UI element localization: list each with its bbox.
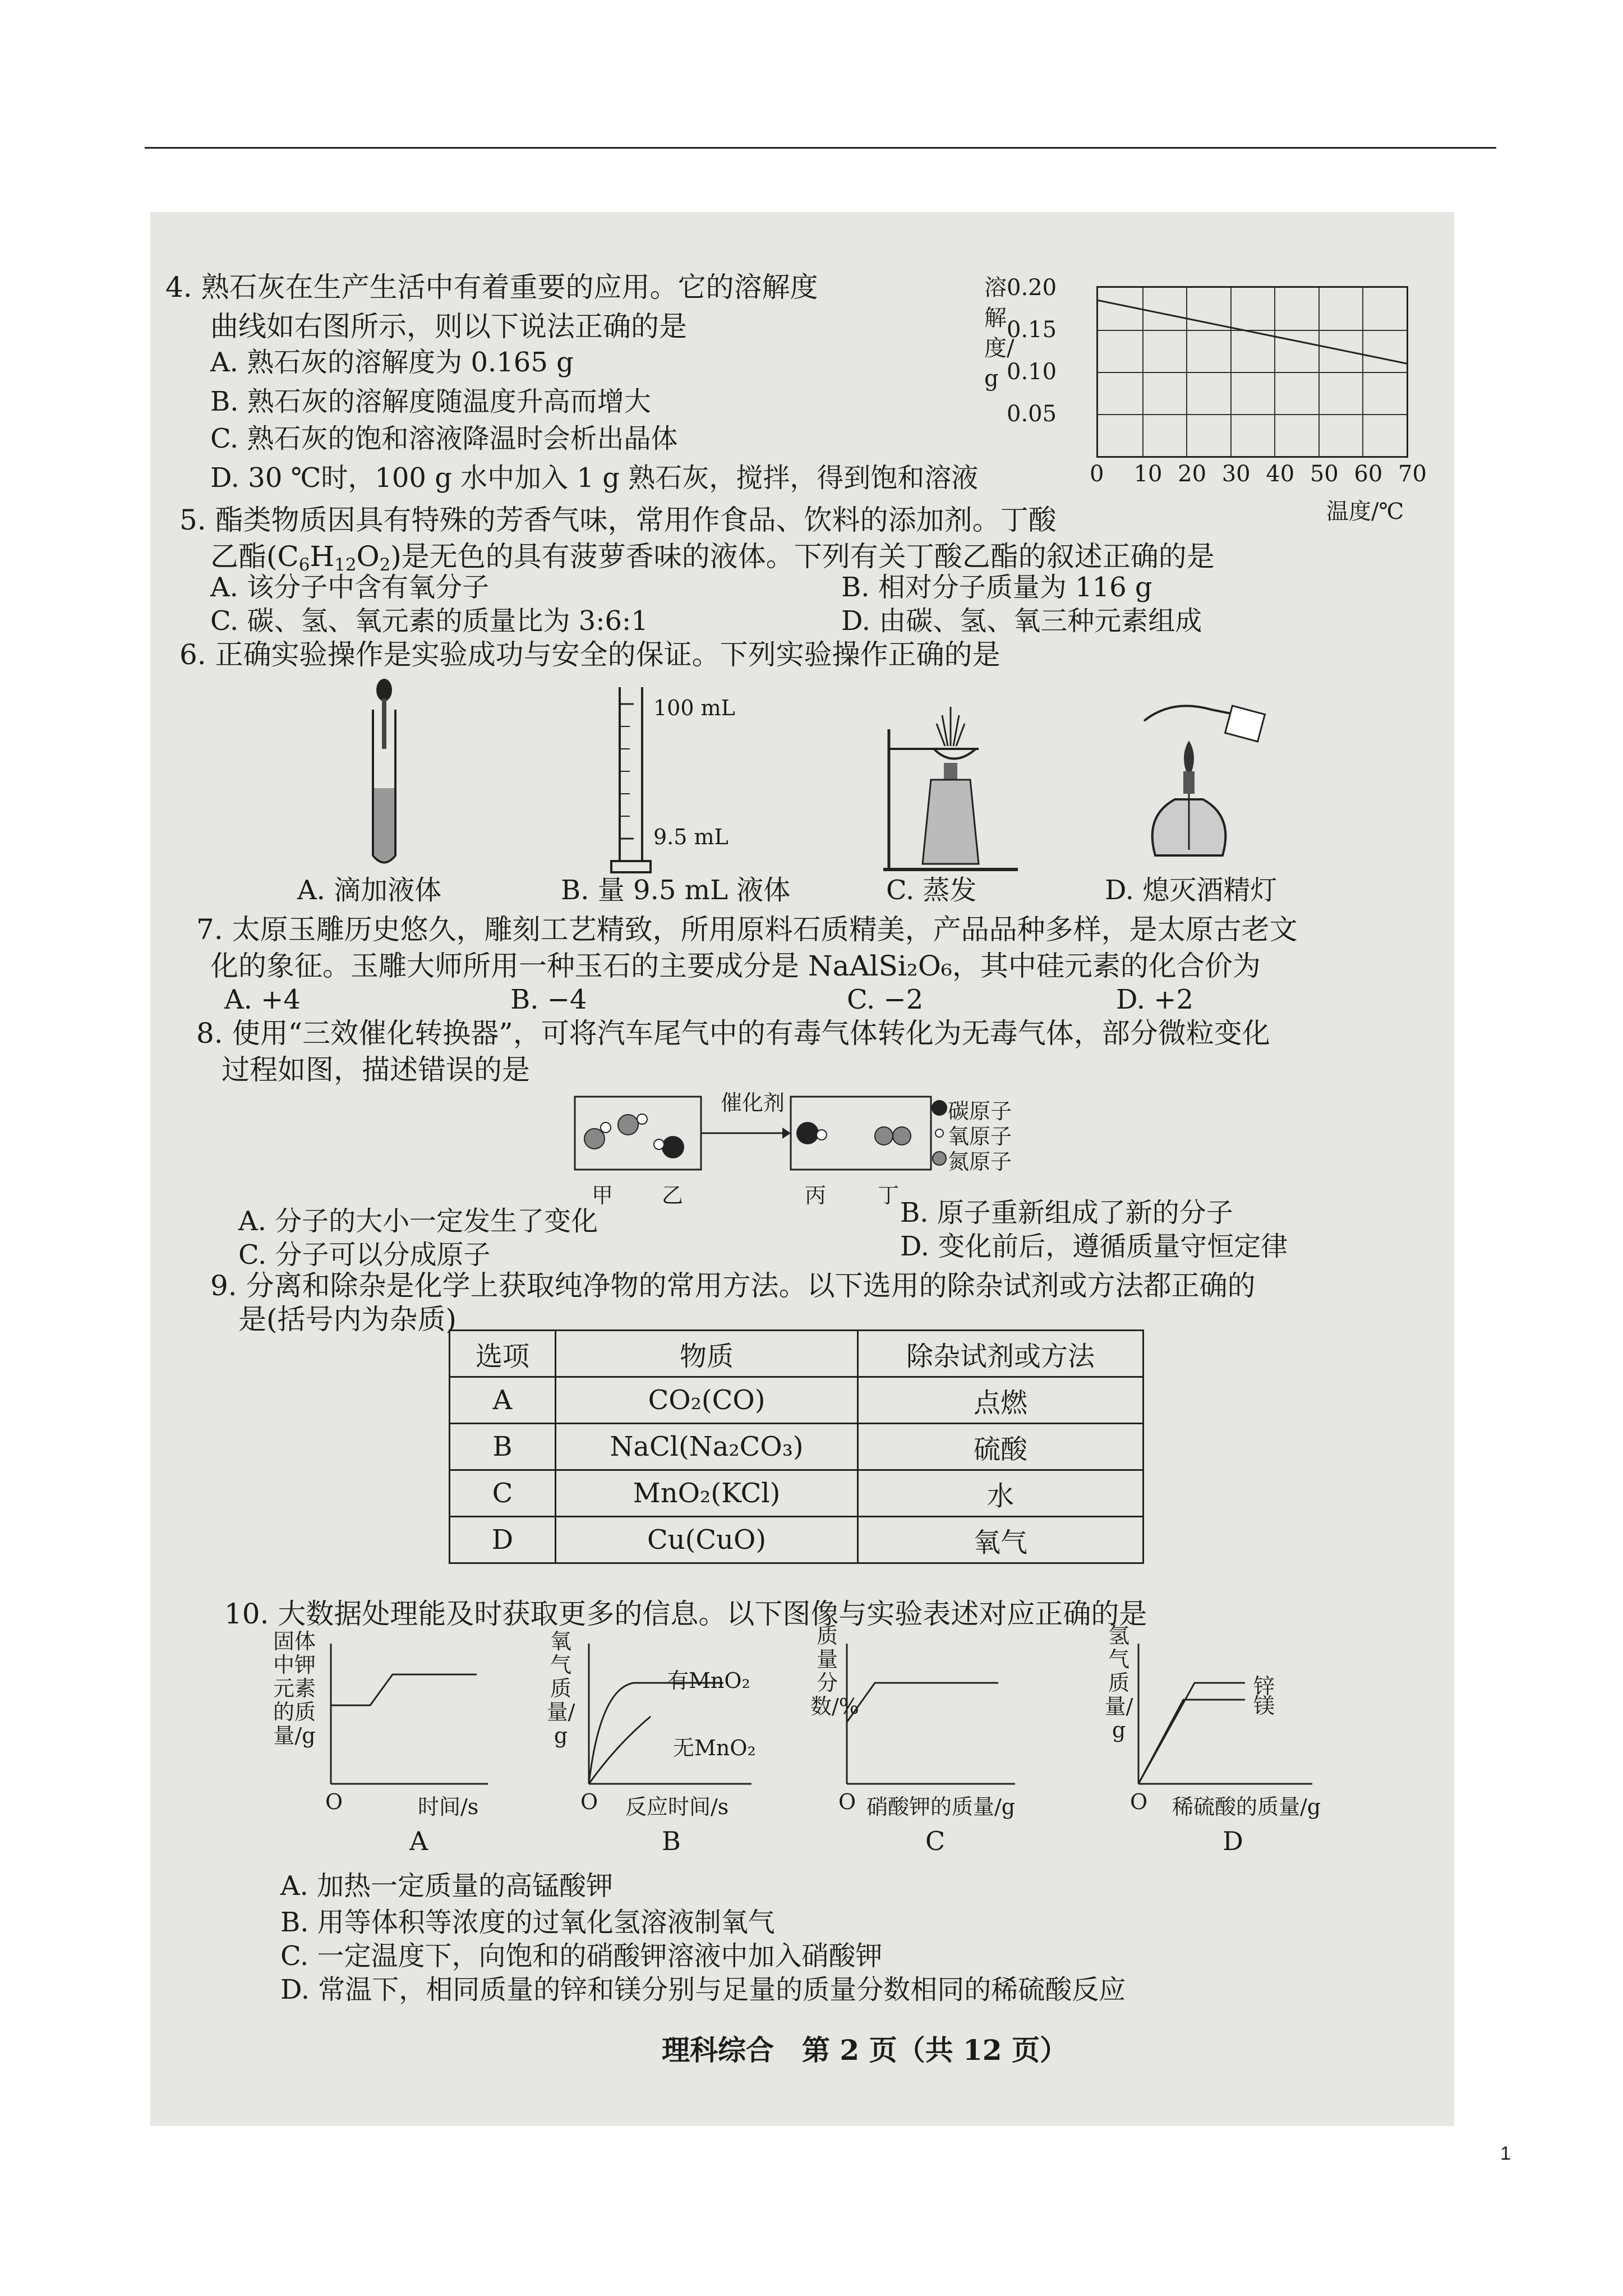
page-footer: 理科综合 第 2 页（共 12 页） xyxy=(662,2033,1068,2067)
alcohol-lamp-diagram xyxy=(1122,687,1273,878)
q4-option-b: B. 熟石灰的溶解度随温度升高而增大 xyxy=(210,386,651,417)
q10-stem: 10. 大数据处理能及时获取更多的信息。以下图像与实验表述对应正确的是 xyxy=(224,1598,1147,1630)
table-cell: 点燃 xyxy=(858,1377,1144,1424)
table-cell: CO₂(CO) xyxy=(556,1377,858,1424)
table-cell: Cu(CuO) xyxy=(556,1517,858,1563)
y-tick-label: 0.20 xyxy=(1007,275,1057,301)
label-bing: 丙 xyxy=(805,1183,827,1208)
label-yi: 乙 xyxy=(662,1183,684,1208)
chartB-y-label: 氧气质量/g xyxy=(546,1629,575,1748)
chart-plot-area xyxy=(1096,286,1408,458)
q8-option-c: C. 分子可以分成原子 xyxy=(238,1239,491,1271)
table-cell: 硫酸 xyxy=(858,1424,1144,1470)
table-cell: MnO₂(KCl) xyxy=(556,1470,858,1517)
x-tick-label: 60 xyxy=(1354,461,1383,487)
q7-option-d: D. +2 xyxy=(1116,984,1194,1015)
chartA-svg xyxy=(325,1644,494,1801)
legend-carbon: 碳原子 xyxy=(948,1099,1012,1124)
q4-option-d: D. 30 ℃时，100 g 水中加入 1 g 熟石灰，搅拌，得到饱和溶液 xyxy=(210,462,979,494)
q8-option-d: D. 变化前后，遵循质量守恒定律 xyxy=(900,1231,1288,1262)
impurity-table xyxy=(449,1329,1144,1564)
x-tick-label: 20 xyxy=(1178,461,1207,487)
chartA-x-label: 时间/s xyxy=(418,1795,479,1819)
q8-option-b: B. 原子重新组成了新的分子 xyxy=(900,1197,1233,1228)
x-tick-label: 0 xyxy=(1090,461,1104,487)
chartD-y-label: 氢气质量/g xyxy=(1104,1623,1133,1742)
y-tick-label: 0.10 xyxy=(1007,359,1057,385)
x-tick-label: 70 xyxy=(1398,461,1427,487)
table-row xyxy=(450,1470,1144,1517)
table-header: 除杂试剂或方法 xyxy=(858,1331,1144,1377)
legend-nitrogen: 氮原子 xyxy=(948,1149,1012,1174)
q5-option-d: D. 由碳、氢、氧三种元素组成 xyxy=(841,605,1202,637)
header-rule xyxy=(145,147,1496,149)
q9-stem-line2: 是(括号内为杂质) xyxy=(238,1303,457,1336)
legend-oxygen: 氧原子 xyxy=(948,1124,1012,1149)
chartC-caption: C xyxy=(925,1826,946,1856)
chartD-origin: O xyxy=(1130,1789,1148,1814)
chartD-svg xyxy=(1133,1644,1318,1801)
chartB-origin: O xyxy=(580,1789,598,1814)
q8-stem-line2: 过程如图，描述错误的是 xyxy=(222,1053,530,1086)
table-cell: D xyxy=(450,1517,556,1563)
q7-stem-line1: 7. 太原玉雕历史悠久，雕刻工艺精致，所用原料石质精美，产品品种多样，是太原古老文 xyxy=(196,913,1298,946)
q4-stem-line2: 曲线如右图所示，则以下说法正确的是 xyxy=(210,310,687,343)
q6-option-d: D. 熄灭酒精灯 xyxy=(1105,875,1278,906)
chartC-y-label: 质量分数/% xyxy=(810,1623,859,1719)
x-tick-label: 10 xyxy=(1133,461,1163,487)
q4-stem-line1: 4. 熟石灰在生产生活中有着重要的应用。它的溶解度 xyxy=(165,271,818,303)
x-tick-label: 40 xyxy=(1266,461,1295,487)
solubility-curve xyxy=(1098,301,1407,364)
table-cell: C xyxy=(450,1470,556,1517)
x-tick-label: 30 xyxy=(1221,461,1251,487)
q7-option-a: A. +4 xyxy=(224,984,301,1015)
x-tick-label: 50 xyxy=(1310,461,1339,487)
table-row xyxy=(450,1377,1144,1424)
label-jia: 甲 xyxy=(592,1183,614,1208)
chartB-line1-label: 有MnO₂ xyxy=(667,1668,750,1693)
chartD-line1-label: 锌 xyxy=(1253,1674,1275,1699)
q10-option-a: A. 加热一定质量的高锰酸钾 xyxy=(280,1870,614,1902)
catalyst-label: 催化剂 xyxy=(721,1091,785,1115)
dropper-diagram xyxy=(359,676,437,872)
chartD-line2-label: 镁 xyxy=(1253,1694,1275,1718)
x-axis-label: 温度/℃ xyxy=(1326,499,1404,524)
q7-option-b: B. −4 xyxy=(510,984,587,1015)
chartA-origin: O xyxy=(325,1789,343,1814)
q9-stem-line1: 9. 分离和除杂是化学上获取纯净物的常用方法。以下选用的除杂试剂或方法都正确的 xyxy=(210,1269,1256,1302)
y-axis-label: 溶解度/g xyxy=(984,275,1015,392)
q10-option-b: B. 用等体积等浓度的过氧化氢溶液制氧气 xyxy=(280,1907,775,1938)
chartD-x-label: 稀硫酸的质量/g xyxy=(1172,1795,1321,1819)
q5-option-a: A. 该分子中含有氧分子 xyxy=(210,572,490,603)
cylinder-bottom-mark: 9.5 mL xyxy=(653,825,728,849)
chartC-x-label: 硝酸钾的质量/g xyxy=(866,1795,1016,1819)
chartD-caption: D xyxy=(1223,1826,1243,1856)
chartB-caption: B xyxy=(662,1826,681,1856)
evaporation-setup-diagram xyxy=(866,673,1029,881)
q6-option-a: A. 滴加液体 xyxy=(297,875,442,906)
q7-option-c: C. −2 xyxy=(847,984,924,1015)
q4-option-a: A. 熟石灰的溶解度为 0.165 g xyxy=(210,347,574,378)
q10-option-d: D. 常温下，相同质量的锌和镁分别与足量的质量分数相同的稀硫酸反应 xyxy=(280,1974,1126,2005)
chart-svg xyxy=(1098,288,1407,456)
chartB-line2-label: 无MnO₂ xyxy=(673,1736,756,1760)
q8-stem-line1: 8. 使用“三效催化转换器”，可将汽车尾气中的有毒气体转化为无毒气体，部分微粒变化 xyxy=(196,1017,1270,1050)
q6-option-b: B. 量 9.5 mL 液体 xyxy=(561,875,791,906)
q5-stem-line1: 5. 酯类物质因具有特殊的芳香气味，常用作食品、饮料的添加剂。丁酸 xyxy=(179,504,1057,536)
label-ding: 丁 xyxy=(878,1183,900,1208)
chartB-x-label: 反应时间/s xyxy=(625,1795,729,1819)
table-header: 选项 xyxy=(450,1331,556,1377)
q6-stem: 6. 正确实验操作是实验成功与安全的保证。下列实验操作正确的是 xyxy=(179,638,1000,671)
page-number: 1 xyxy=(1500,2143,1511,2164)
table-row xyxy=(450,1517,1144,1563)
table-cell: NaCl(Na₂CO₃) xyxy=(556,1424,858,1470)
table-row xyxy=(450,1424,1144,1470)
q7-stem-line2: 化的象征。玉雕大师所用一种玉石的主要成分是 NaAlSi₂O₆，其中硅元素的化合价为 xyxy=(210,950,1261,982)
y-tick-label: 0.15 xyxy=(1007,317,1057,343)
cylinder-top-mark: 100 mL xyxy=(653,696,735,720)
table-cell: B xyxy=(450,1424,556,1470)
table-header: 物质 xyxy=(556,1331,858,1377)
table-cell: 氧气 xyxy=(858,1517,1144,1563)
chartA-caption: A xyxy=(409,1826,428,1856)
q4-option-c: C. 熟石灰的饱和溶液降温时会析出晶体 xyxy=(210,423,678,454)
q5-option-b: B. 相对分子质量为 116 g xyxy=(841,572,1152,603)
chartC-svg xyxy=(841,1644,1021,1801)
q6-option-c: C. 蒸发 xyxy=(886,875,977,906)
y-tick-label: 0.05 xyxy=(1007,401,1057,427)
q8-option-a: A. 分子的大小一定发生了变化 xyxy=(238,1205,598,1237)
table-header-row xyxy=(450,1331,1144,1377)
q5-option-c: C. 碳、氢、氧元素的质量比为 3:6:1 xyxy=(210,605,648,637)
q5-stem-line2: 乙酯$(C_6H_{12}O_2)$是无色的具有菠萝香味的液体。下列有关丁酸乙酯的叙述正确的是 xyxy=(210,540,1215,575)
table-cell: 水 xyxy=(858,1470,1144,1517)
chartA-y-label: 固体中钾元素的质量/g xyxy=(273,1629,316,1748)
chartC-origin: O xyxy=(838,1789,856,1814)
table-cell: A xyxy=(450,1377,556,1424)
q10-option-c: C. 一定温度下，向饱和的硝酸钾溶液中加入硝酸钾 xyxy=(280,1940,883,1972)
